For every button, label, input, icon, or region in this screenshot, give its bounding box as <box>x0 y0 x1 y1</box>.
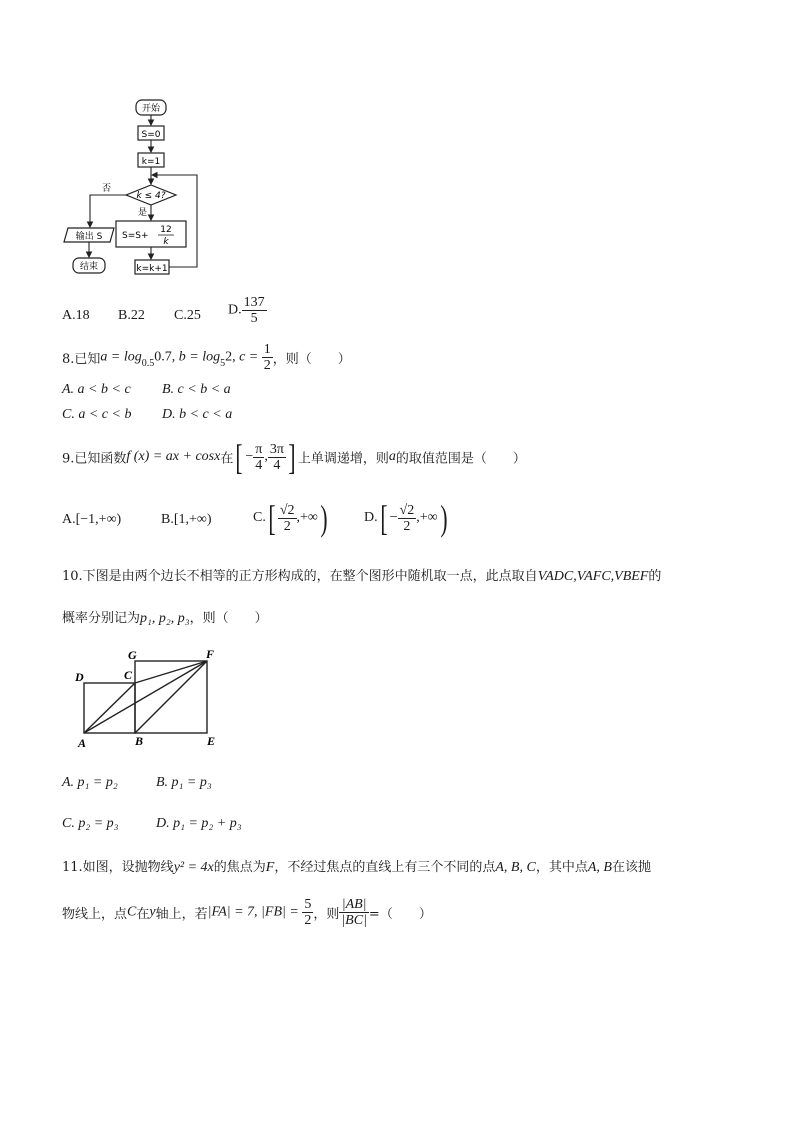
flow-condition-text: k ≤ 4? <box>136 191 166 201</box>
q11-cond-fa: |FA| = 7, |FB| = <box>207 904 303 920</box>
q11-ratio <box>339 897 369 928</box>
q11-point-c: C <box>127 904 137 920</box>
q10-line1-triangles: VADC,VAFC,VBEF <box>537 569 649 584</box>
q8-prefix: 8.已知 <box>62 352 101 367</box>
q9-option-c-frac <box>278 503 297 534</box>
q7-option-a: A.18 <box>62 308 90 323</box>
q10-line1-suffix: 的 <box>648 569 662 584</box>
q10-line1-prefix: 10.下图是由两个边长不相等的正方形构成的，在整个图形中随机取一点，此点取自 <box>62 569 538 584</box>
q11-line2-suffix: =（ ） <box>368 907 432 922</box>
q8-base-b: 5 <box>220 358 226 370</box>
q10-option-a: A. p₁ = p₂ <box>62 775 118 790</box>
q9-option-d-den: 2 <box>403 518 411 534</box>
q8-arg-b: 2, <box>225 349 240 365</box>
q11-line1-suffix: 在该抛 <box>611 860 651 875</box>
q10-label-d: D <box>75 670 84 684</box>
q7-option-d-fraction <box>242 295 267 326</box>
q10-option-d: D. p₁ = p₂ + p₃ <box>156 816 242 831</box>
q10-label-c: C <box>124 668 133 682</box>
q10-label-f: F <box>206 647 215 661</box>
q9-option-d-prefix: D. <box>364 510 378 525</box>
q7-option-d <box>228 295 267 326</box>
flow-init-k-text: k=1 <box>141 157 161 167</box>
q9-option-a: A.[−1,+∞) <box>62 512 122 527</box>
flow-output-text: 输出 S <box>75 232 103 242</box>
q9-int-r-num: 3π <box>269 441 284 457</box>
q9-var: a <box>388 449 396 464</box>
q8-expr-a: a = log <box>100 349 142 365</box>
flow-yes-label: 是 <box>138 208 148 218</box>
q11-line2-prefix: 物线上，点 <box>62 907 128 922</box>
q11-focus: F <box>265 860 275 875</box>
q9-mid: 在 <box>220 451 234 467</box>
flow-init-s-text: S=0 <box>141 130 161 140</box>
q9-option-d-tail: ,+∞ <box>416 510 438 525</box>
q11-line1-mid: 的焦点为 <box>213 860 266 875</box>
q10-label-b: B <box>135 734 144 748</box>
flow-update-s-den: k <box>163 237 169 247</box>
q9-stem: 9.已知函数f (x) = ax + cosx在[ − $\frac{\pi}{4}$ , $\frac{3\pi}{4}$ ] 上单调递增，则a的取值范围是（ ） <box>62 437 526 477</box>
q11-stem-line1 <box>62 856 651 876</box>
q11-line2-mid: 在 <box>136 907 150 922</box>
q9-option-d-frac <box>398 503 417 534</box>
q8-suffix: ，则（ ） <box>272 352 351 367</box>
q9-option-c-den: 2 <box>283 518 291 534</box>
flowchart <box>58 96 218 282</box>
q7-option-c: C.25 <box>174 308 201 323</box>
q7-option-d-den: 5 <box>250 311 258 326</box>
q9-option-d-sign: − <box>389 510 398 525</box>
q9-option-d: D.[ − $\frac{√2}{2}$ ,+∞) <box>364 498 448 538</box>
q11-axis: y <box>149 904 156 920</box>
flow-no-label: 否 <box>102 184 112 194</box>
q11-line2-mid2: 轴上，若 <box>155 907 208 922</box>
q9-option-c-num: √2 <box>279 502 295 518</box>
flow-update-k-text: k=k+1 <box>136 264 168 274</box>
q9-int-r-den: 4 <box>273 457 281 473</box>
q9-int-l <box>253 442 264 473</box>
q9-int-r <box>268 442 286 473</box>
q9-prefix: 9.已知函数 <box>62 451 127 467</box>
q10-line2-prefix: 概率分别记为 <box>62 611 141 626</box>
q11-parabola: y² = 4x <box>173 860 214 875</box>
q10-squares-figure <box>72 645 222 750</box>
q8-expr-b: b = log <box>178 349 221 365</box>
q9-option-d-num: √2 <box>399 502 415 518</box>
q9-int-l-sign: − <box>245 449 254 464</box>
flow-end-text: 结束 <box>79 262 99 272</box>
q11-line2-mid3: ，则 <box>313 907 340 922</box>
q7-option-b: B.22 <box>118 308 145 323</box>
q8-option-b: B. c < b < a <box>162 382 231 397</box>
q10-stem-line1 <box>62 565 661 585</box>
q10-line2-vars: p₁, p₂, p₃ <box>140 611 190 626</box>
q9-option-c-tail: ,+∞ <box>296 510 318 525</box>
q8-c-num: 1 <box>263 342 271 357</box>
q11-ratio-num: |AB| <box>339 897 369 913</box>
q10-label-e: E <box>207 734 216 748</box>
q7-option-d-num: 137 <box>243 295 265 310</box>
flow-update-s-num: 12 <box>160 225 172 235</box>
q11-points-ab: A, B <box>587 860 612 875</box>
q9-option-c-prefix: C. <box>253 510 266 525</box>
q11-line1-mid3: ，其中点 <box>535 860 588 875</box>
q10-label-g: G <box>128 648 137 662</box>
flow-update-s-lhs: S=S+ <box>122 231 149 241</box>
q8-c-fraction <box>262 342 273 373</box>
flow-start-text: 开始 <box>141 104 161 114</box>
q11-ratio-den: |BC| <box>341 913 367 928</box>
q9-option-b: B.[1,+∞) <box>161 512 212 527</box>
q11-stem-line2 <box>62 897 432 928</box>
q11-fb-frac <box>302 897 313 928</box>
q9-int-l-den: 4 <box>255 457 263 473</box>
q11-fb-num: 5 <box>304 897 312 912</box>
q8-base-a: 0.5 <box>141 358 155 370</box>
q11-points: A, B, C <box>495 860 536 875</box>
q10-option-b: B. p₁ = p₃ <box>156 775 212 790</box>
q8-c-den: 2 <box>263 358 271 373</box>
q11-line1-mid2: ，不经过焦点的直线上有三个不同的点 <box>274 860 496 875</box>
q8-option-d: D. b < c < a <box>162 407 233 422</box>
q10-option-c: C. p₂ = p₃ <box>62 816 119 831</box>
q10-label-a: A <box>78 736 87 750</box>
q10-line2-suffix: ，则（ ） <box>189 611 268 626</box>
q9-option-c: C.[ $\frac{√2}{2}$ ,+∞) <box>253 498 328 538</box>
q7-option-d-prefix: D. <box>228 302 242 318</box>
q9-suffix-2: 的取值范围是（ ） <box>395 451 526 467</box>
q11-fb-den: 2 <box>304 913 312 928</box>
q8-stem <box>62 342 351 373</box>
q9-func: f (x) = ax + cosx <box>126 449 221 464</box>
q8-expr-c: c = <box>239 349 262 365</box>
q8-option-a: A. a < b < c <box>62 382 131 397</box>
q8-option-c: C. a < c < b <box>62 407 132 422</box>
q9-int-l-num: π <box>255 441 263 457</box>
q9-suffix-1: 上单调递增，则 <box>297 451 389 467</box>
q8-arg-a: 0.7, <box>154 349 179 365</box>
q10-stem-line2 <box>62 607 268 627</box>
q11-line1-prefix: 11.如图，设抛物线 <box>62 860 174 875</box>
